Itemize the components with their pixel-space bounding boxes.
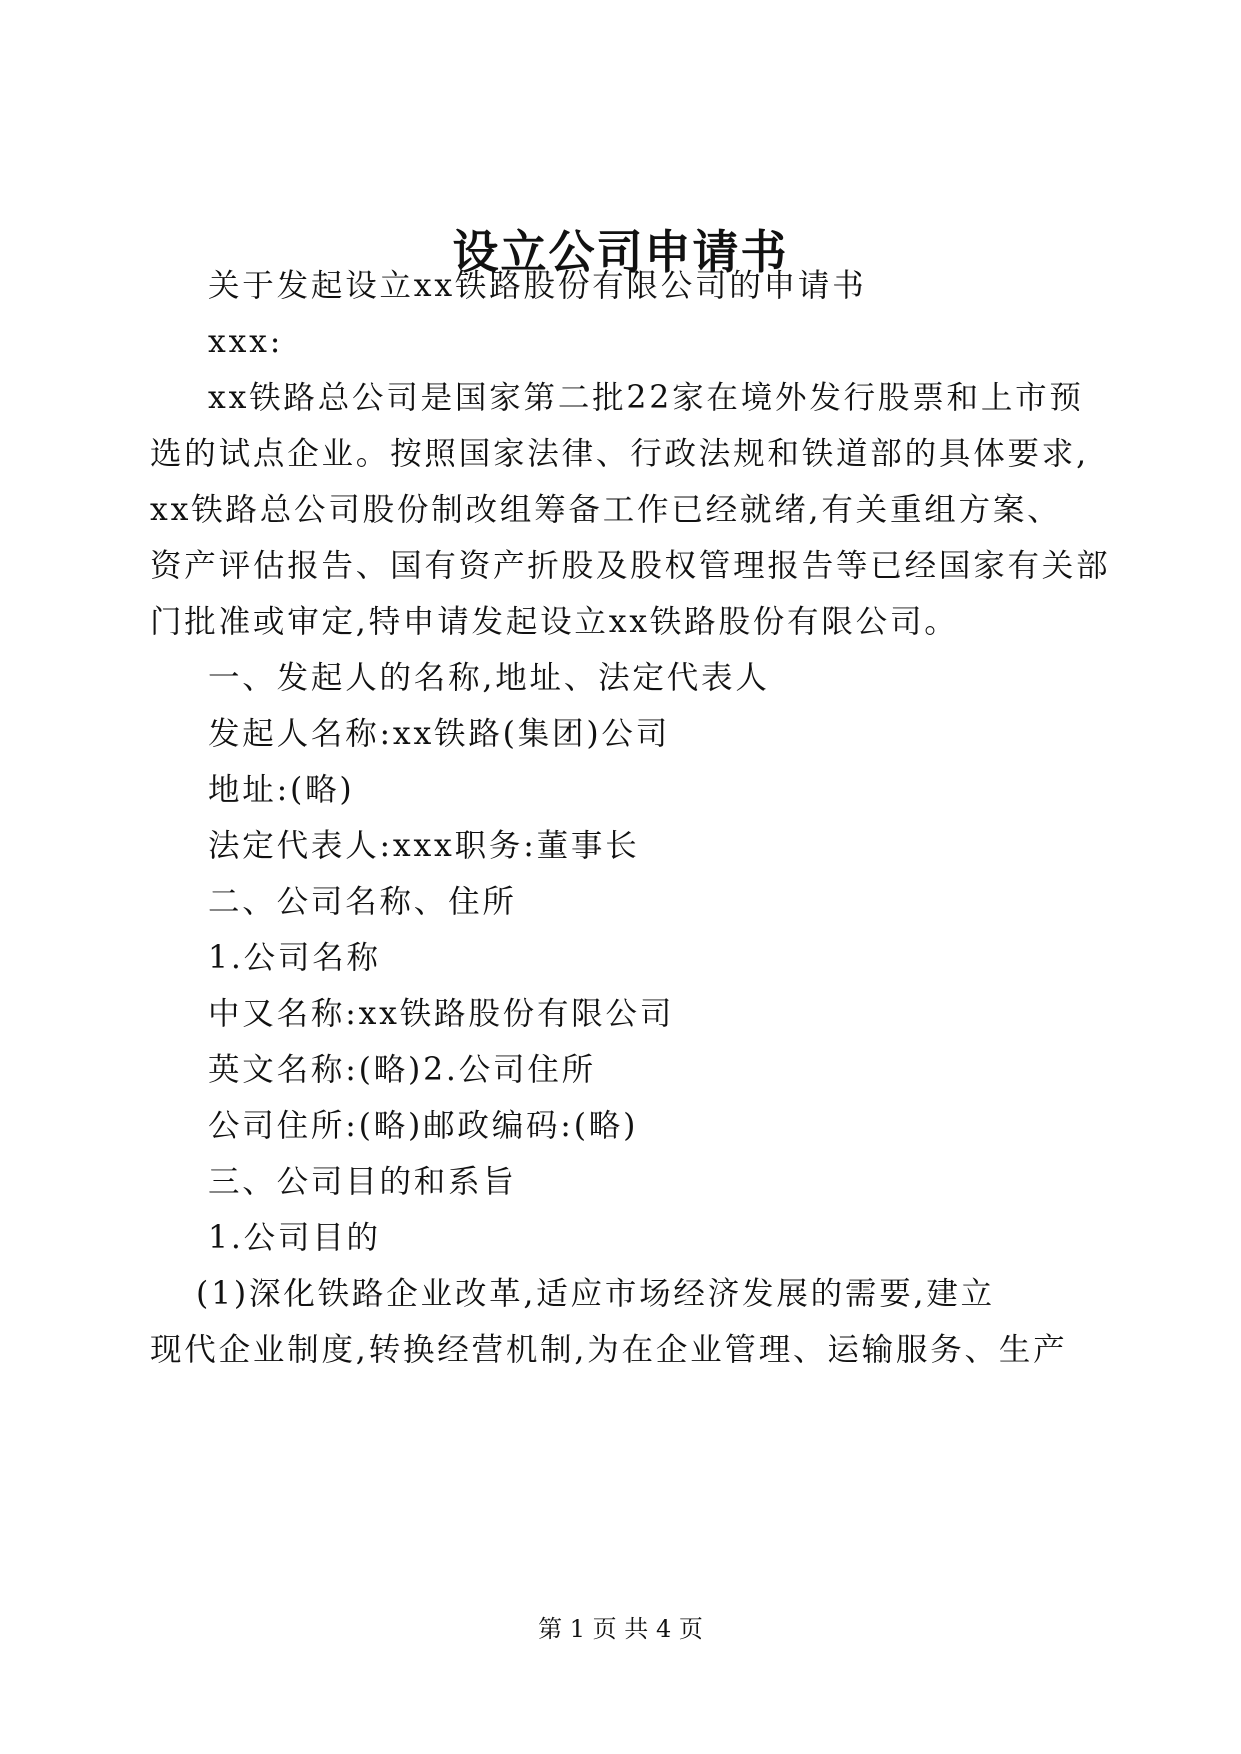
body-line: 法定代表人:xxx职务:董事长 — [208, 828, 640, 864]
body-line: (1)深化铁路企业改革,适应市场经济发展的需要,建立 — [196, 1276, 995, 1312]
body-line: 现代企业制度,转换经营机制,为在企业管理、运输服务、生产 — [150, 1332, 1068, 1368]
subtitle-line: 关于发起设立xx铁路股份有限公司的申请书 — [208, 268, 867, 304]
document-title: 设立公司申请书 — [452, 225, 789, 279]
body-line: 门批准或审定,特申请发起设立xx铁路股份有限公司。 — [150, 604, 959, 640]
section-heading: 一、发起人的名称,地址、法定代表人 — [208, 660, 770, 696]
body-line: 选的试点企业。按照国家法律、行政法规和铁道部的具体要求, — [150, 436, 1089, 472]
body-line: 地址:(略) — [208, 772, 355, 808]
page-number-footer: 第 1 页 共 4 页 — [538, 1615, 703, 1643]
subsection-heading: 1.公司名称 — [208, 940, 381, 976]
body-line: 资产评估报告、国有资产折股及股权管理报告等已经国家有关部 — [150, 548, 1111, 584]
body-line: 发起人名称:xx铁路(集团)公司 — [208, 716, 671, 752]
body-line: xx铁路总公司是国家第二批22家在境外发行股票和上市预 — [208, 380, 1084, 416]
subsection-heading: 1.公司目的 — [208, 1220, 381, 1256]
section-heading: 二、公司名称、住所 — [208, 884, 517, 920]
body-line: 公司住所:(略)邮政编码:(略) — [208, 1108, 639, 1144]
salutation-line: xxx: — [208, 324, 284, 360]
body-line: 英文名称:(略)2.公司住所 — [208, 1052, 596, 1088]
section-heading: 三、公司目的和系旨 — [208, 1164, 517, 1200]
body-line: 中又名称:xx铁路股份有限公司 — [208, 996, 675, 1032]
body-line: xx铁路总公司股份制改组筹备工作已经就绪,有关重组方案、 — [150, 492, 1062, 528]
